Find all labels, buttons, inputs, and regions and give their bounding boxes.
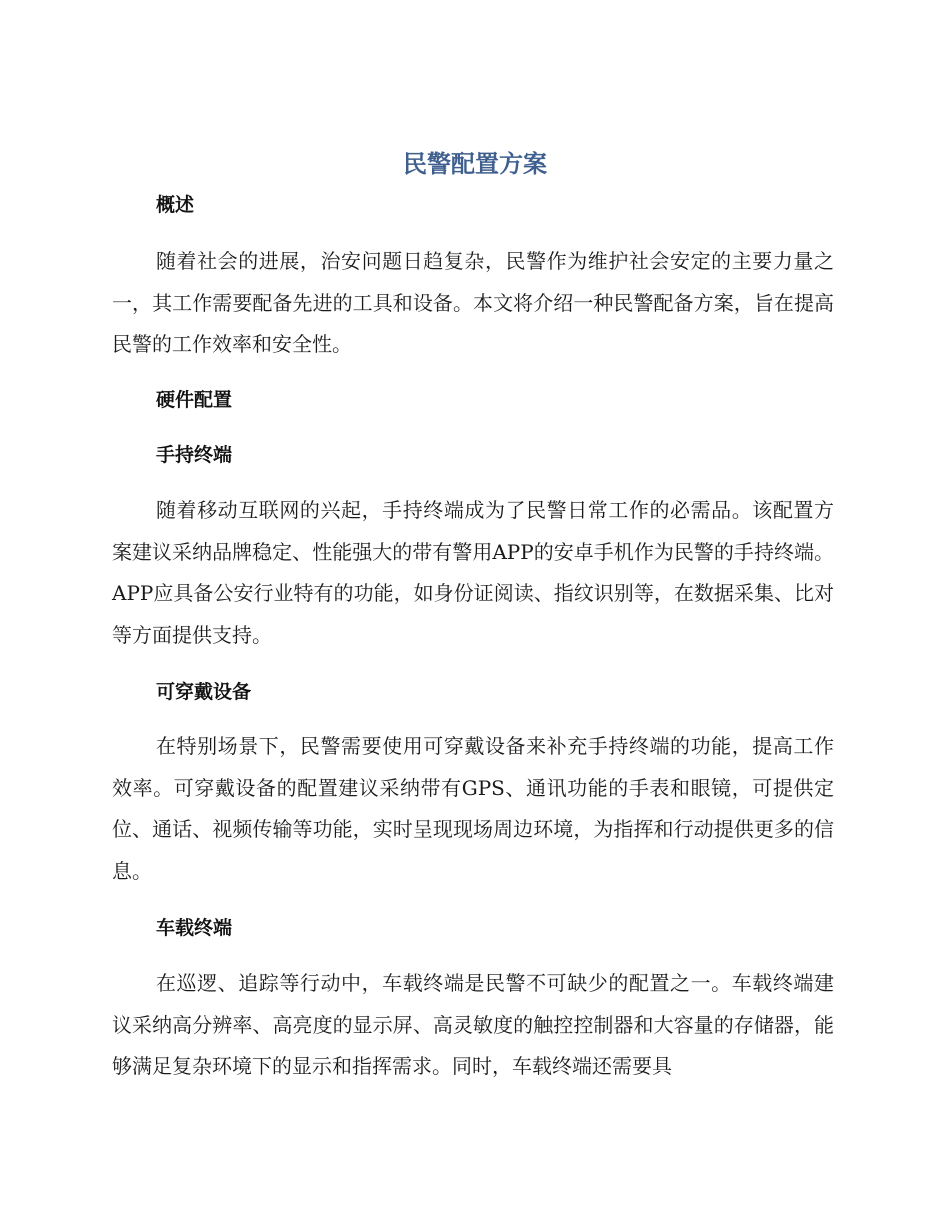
section-paragraph-handheld: 随着移动互联网的兴起，手持终端成为了民警日常工作的必需品。该配置方案建议采纳品牌稳定、性能强大的带有警用APP的安卓手机作为民警的手持终端。APP应具备公安行业特有的功能，如身份证阅读、指纹识别等，在数据采集、比对等方面提供支持。 [112,498,834,647]
section-heading-vehicle: 车载终端 [156,917,233,939]
section-heading-wearable: 可穿戴设备 [156,681,252,703]
document-title: 民警配置方案 [403,150,547,178]
section-paragraph-vehicle: 在巡逻、追踪等行动中，车载终端是民警不可缺少的配置之一。车载终端建议采纳高分辨率、高亮度的显示屏、高灵敏度的触控控制器和大容量的存储器，能够满足复杂环境下的显示和指挥需求。同时，车载终端还需要具 [112,971,834,1078]
section-paragraph-wearable: 在特别场景下，民警需要使用可穿戴设备来补充手持终端的功能，提高工作效率。可穿戴设备的配置建议采纳带有GPS、通讯功能的手表和眼镜，可提供定位、通话、视频传输等功能，实时呈现现场周边环境，为指挥和行动提供更多的信息。 [112,734,834,883]
section-heading-hardware: 硬件配置 [156,389,233,411]
section-heading-handheld: 手持终端 [156,444,233,466]
section-heading-overview: 概述 [156,194,195,216]
section-paragraph-overview: 随着社会的进展，治安问题日趋复杂，民警作为维护社会安定的主要力量之一，其工作需要配备先进的工具和设备。本文将介绍一种民警配备方案，旨在提高民警的工作效率和安全性。 [112,249,834,356]
